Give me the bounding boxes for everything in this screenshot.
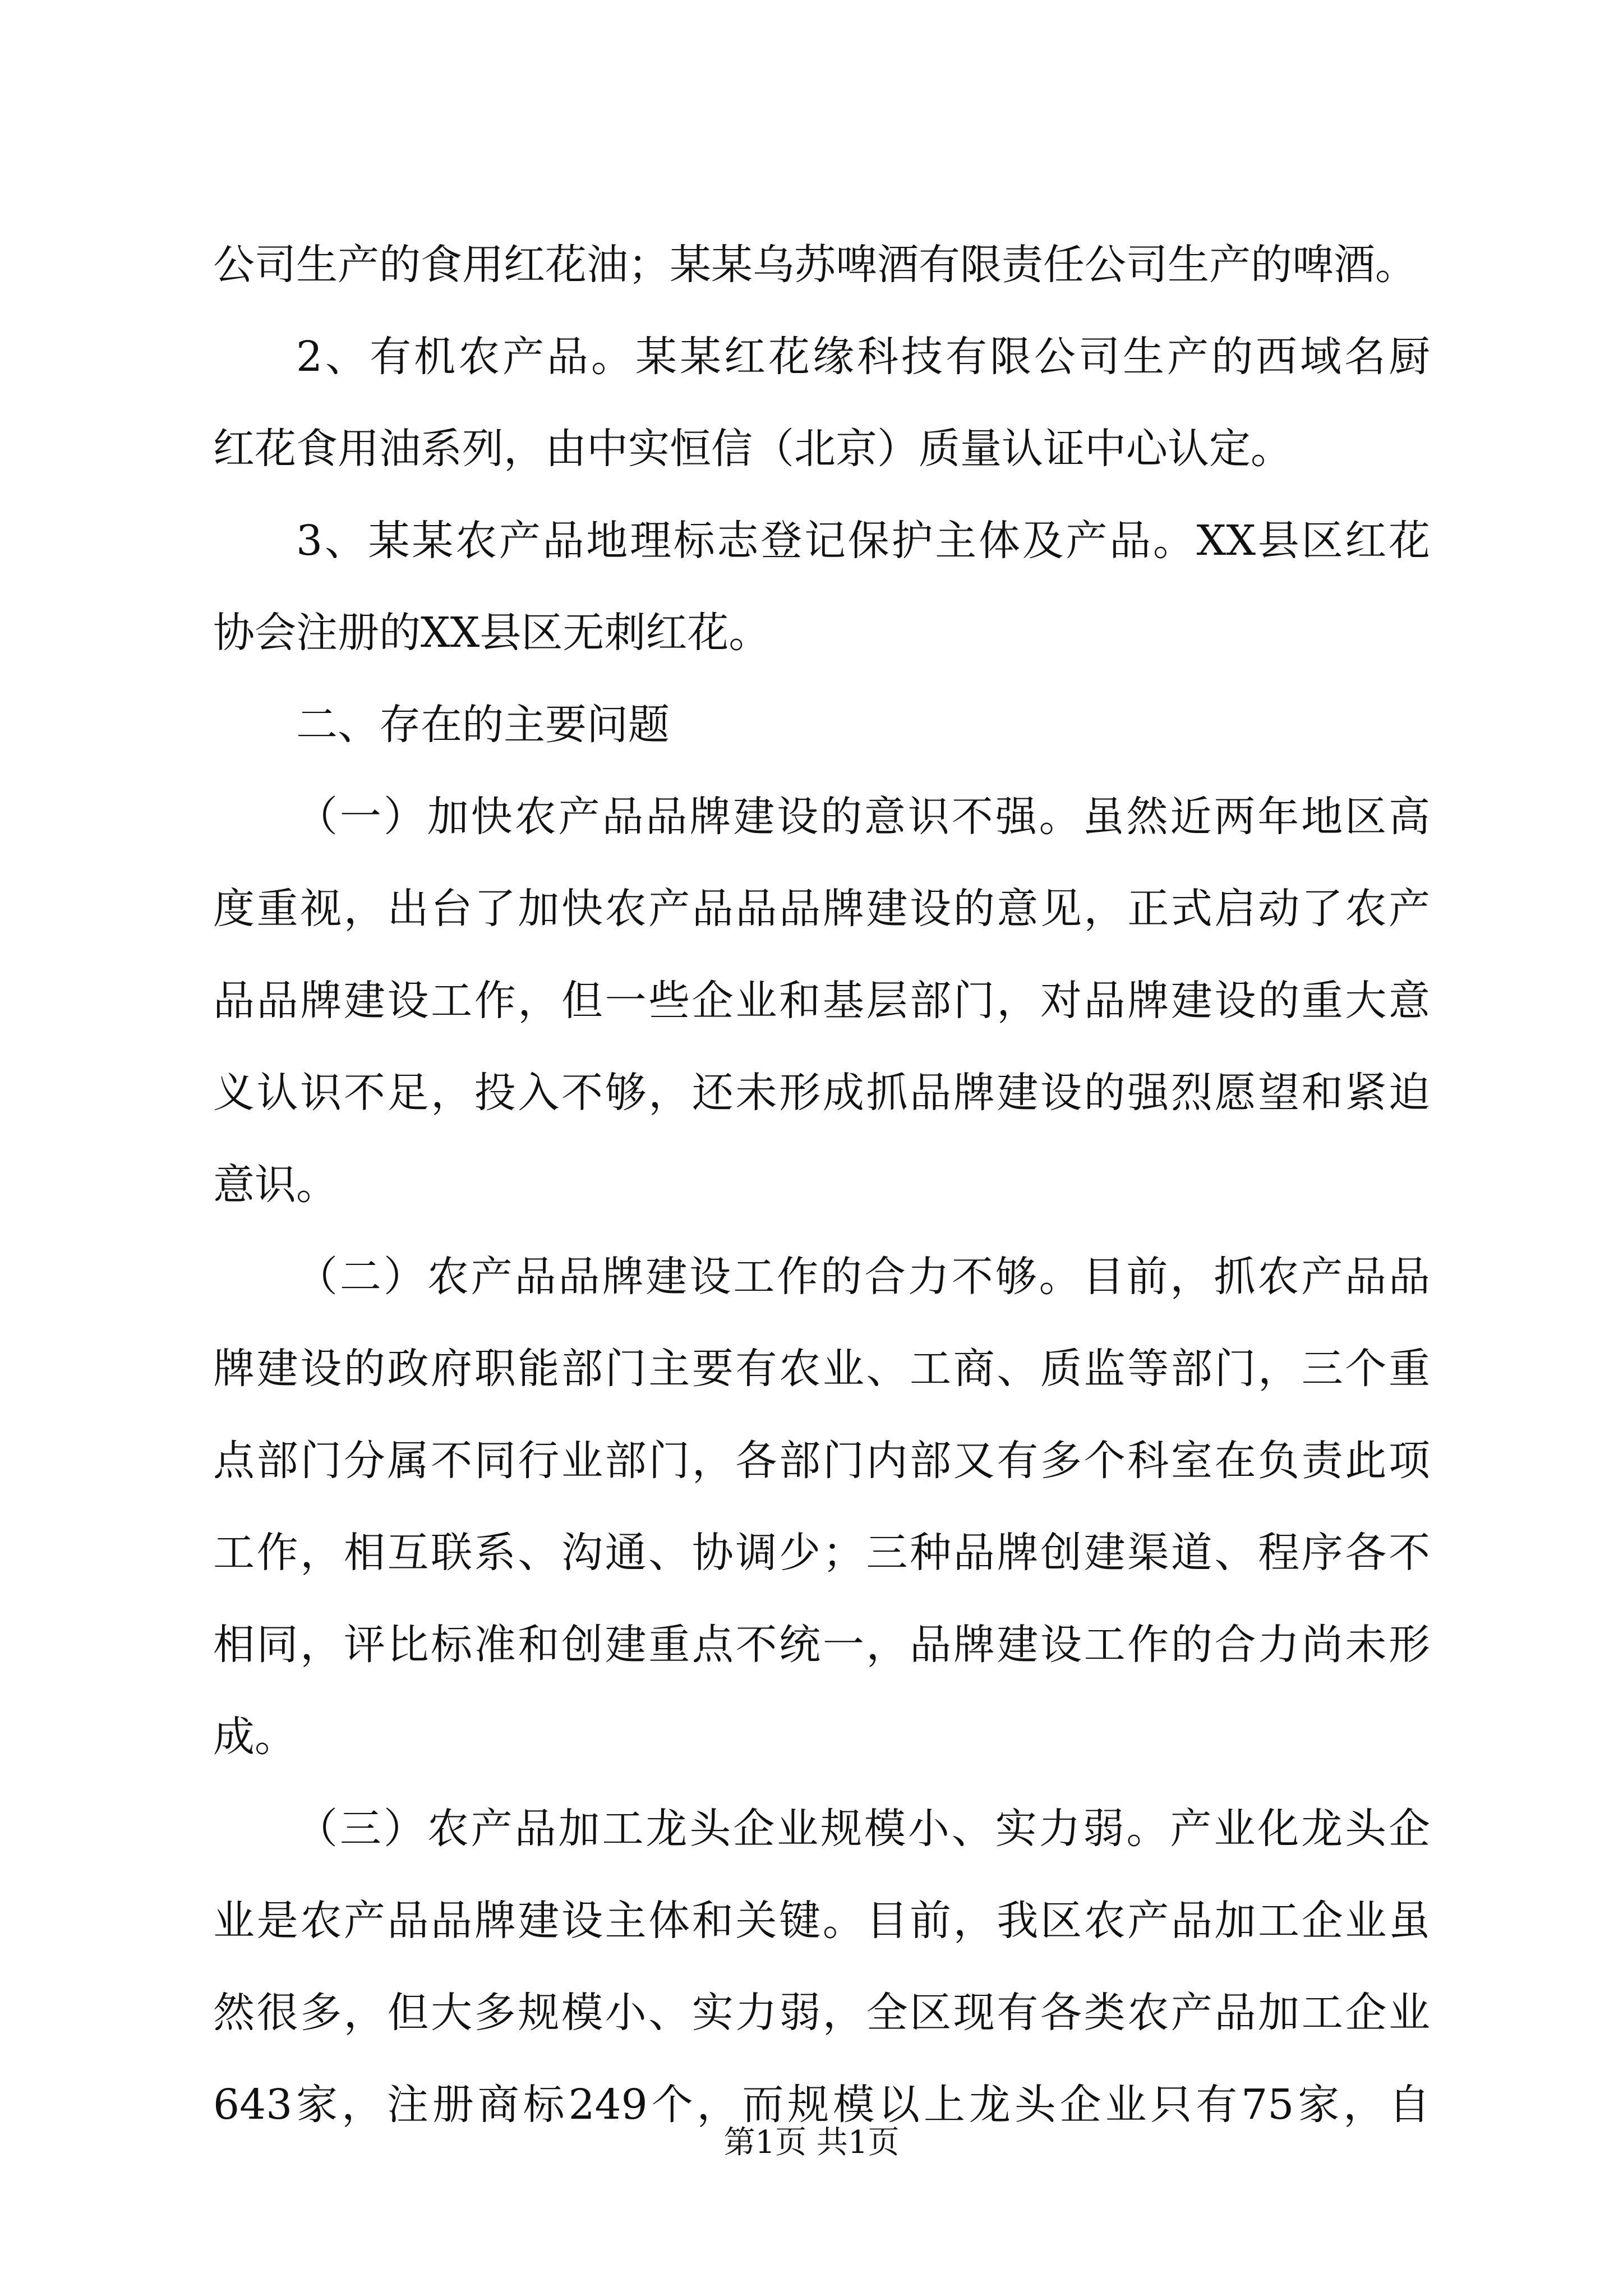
text-line: 点部门分属不同行业部门，各部门内部又有多个科室在负责此项 xyxy=(213,1437,1430,1485)
text-line: （三）农产品加工龙头企业规模小、实力弱。产业化龙头企 xyxy=(296,1805,1430,1853)
text-line: 3、某某农产品地理标志登记保护主体及产品。XX县区红花 xyxy=(296,517,1430,565)
page-footer: 第1页 共1页 xyxy=(723,2124,900,2161)
text-line: 然很多，但大多规模小、实力弱，全区现有各类农产品加工企业 xyxy=(213,1989,1430,2037)
text-line: 度重视，出台了加快农产品品品牌建设的意见，正式启动了农产 xyxy=(213,885,1430,933)
text-line: 品品牌建设工作，但一些企业和基层部门，对品牌建设的重大意 xyxy=(213,977,1430,1025)
text-line: 意识。 xyxy=(213,1161,338,1209)
text-line: （一）加快农产品品牌建设的意识不强。虽然近两年地区高 xyxy=(296,793,1430,841)
document-body xyxy=(213,219,1430,2151)
text-line: 643家，注册商标249个，而规模以上龙头企业只有75家，自 xyxy=(213,2081,1430,2129)
text-line: 二、存在的主要问题 xyxy=(296,701,670,749)
text-line: 牌建设的政府职能部门主要有农业、工商、质监等部门，三个重 xyxy=(213,1345,1430,1393)
text-line: 2、有机农产品。某某红花缘科技有限公司生产的西域名厨 xyxy=(296,333,1430,381)
text-line: （二）农产品品牌建设工作的合力不够。目前，抓农产品品 xyxy=(296,1253,1430,1301)
text-line: 公司生产的食用红花油；某某乌苏啤酒有限责任公司生产的啤酒。 xyxy=(213,241,1417,289)
text-line: 相同，评比标准和创建重点不统一，品牌建设工作的合力尚未形 xyxy=(213,1621,1430,1669)
text-line: 成。 xyxy=(213,1713,296,1761)
text-line: 红花食用油系列，由中实恒信（北京）质量认证中心认定。 xyxy=(213,425,1292,473)
text-line: 业是农产品品牌建设主体和关键。目前，我区农产品加工企业虽 xyxy=(213,1897,1430,1945)
text-line: 义认识不足，投入不够，还未形成抓品牌建设的强烈愿望和紧迫 xyxy=(213,1069,1430,1117)
text-line: 协会注册的XX县区无刺红花。 xyxy=(213,609,771,657)
text-line: 工作，相互联系、沟通、协调少；三种品牌创建渠道、程序各不 xyxy=(213,1529,1430,1577)
